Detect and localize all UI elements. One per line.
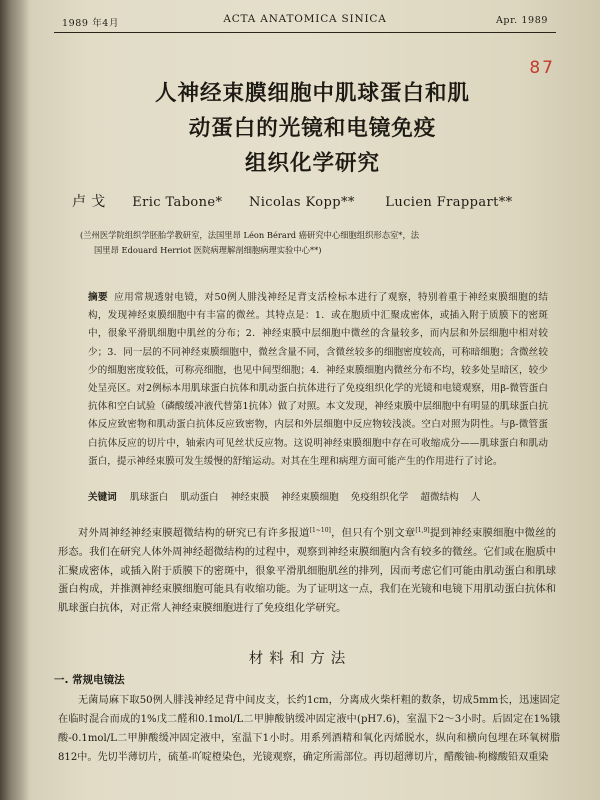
keyword: 免疫组织化学 [350,492,409,503]
header-rule [54,32,556,33]
author-tabone: Eric Tabone* [132,195,223,210]
issue-date-en: Apr. 1989 [495,15,548,26]
methods-paragraph: 无菌局麻下取50例人腓浅神经足背中间皮支，长约1cm，分离成火柴杆粗的数条，切成5mm长，迅速固定在临时混合而成的1%戊二醛和0.1mol/L二甲胂酸钠缓冲固定液中(pH7.6)，室温下2～3小时。后固定在1%锇酸-0.1mol/L二甲胂酸缓冲固定液中，室温下1小时。用系列酒精和氧化丙烯脱水，纵向和横向包埋在环氧树脂812中。先切半薄切片，硫堇-吖啶橙染色，光镜观察，确定所需部位。再切超薄切片，醋酸铀-枸橼酸铅双重染 [58,695,560,763]
running-head [62,13,548,29]
affiliation [80,228,544,258]
title-line: 人神经束膜细胞中肌球蛋白和肌 [154,81,470,106]
journal-name: ACTA ANATOMICA SINICA [223,13,387,25]
introduction-paragraph [58,524,556,618]
keywords [88,489,548,503]
author-kopp: Nicolas Kopp** [248,195,355,210]
title-line: 组织化学研究 [244,151,380,176]
section-heading: 材料和方法 [248,651,352,667]
keyword: 肌动蛋白 [180,492,219,503]
author-list [72,191,562,211]
issue-date: 1989 年4月 [62,18,120,29]
keyword: 肌球蛋白 [129,492,169,503]
intro-text: ，但只有个别文章 [330,527,416,539]
handwritten-page-number: 87 [529,58,555,78]
author-frappart: Lucien Frappart** [385,195,513,210]
title-line: 动蛋白的光镜和电镜免疫 [188,116,437,141]
author-chinese: 卢 戈 [72,194,106,210]
affiliation-line: (兰州医学院组织学胚胎学教研室，法国里昂 Léon Bérard 癌研究中心细胞组织形态室*，法 [80,230,420,240]
binding-shadow [0,0,30,800]
abstract-label: 摘要 [88,292,109,303]
abstract-text: 应用常规透射电镜，对50例人腓浅神经足背支活检标本进行了观察，特别着重于神经束膜细胞的结构，发现神经束膜细胞中有丰富的微丝。其特点是：1．或在胞质中汇聚成密体，或插入附于质膜下的密斑中，很象平滑肌细胞中肌丝的分布；2．神经束膜中层细胞中微丝的含量较多，而内层和外层细胞中相对较少；3．同一层的不同神经束膜细胞中，微丝含量不同，含微丝较多的细胞密度较高，可称暗细胞；含微丝较少的细胞密度较低，可称亮细胞，也见中间型细胞；4．神经束膜细胞内微丝分布不均，较多处呈暗区，较少处呈亮区。对2例标本用肌球蛋白抗体和肌动蛋白抗体进行了免疫组织化学的光镜和电镜观察，用β-微管蛋白抗体和空白试验（磷酸缓冲液代替第1抗体）做了对照。本文发现，神经束膜中层细胞中有明显的肌球蛋白抗体反应致密物和肌动蛋白抗体反应致密物，内层和外层细胞中反应物较浅淡。空白对照为阴性。与β-微管蛋白抗体反应的切片中，轴索内可见丝状反应物。这说明神经束膜细胞中存在可收缩成分——肌球蛋白和肌动蛋白，提示神经束膜可发生缓慢的舒缩运动。对其在生理和病理方面可能产生的作用进行了讨论。 [88,292,548,467]
article-title [75,76,550,181]
abstract [88,289,548,471]
keyword: 人 [470,492,481,503]
keyword: 神经束膜细胞 [281,492,339,503]
citation: [1~10] [309,527,331,534]
keywords-label: 关键词 [88,492,117,503]
keyword: 神经束膜 [230,492,270,503]
keyword: 超微结构 [420,492,459,503]
subsection-heading: 一. 常规电镜法 [54,674,125,686]
citation: [1,9] [415,527,430,534]
intro-text: 对外周神经神经束膜超微结构的研究已有许多报道 [78,527,310,539]
affiliation-line: 国里昂 Edouard Herriot 医院病理解剖细胞病理实验中心**) [94,245,322,255]
intro-text: 提到神经束膜细胞中微丝的形态。我们在研究人体外周神经超微结构的过程中，观察到神经束膜细胞内含有较多的微丝。它们或在胞质中汇聚成密体，或插入附于质膜下的密斑中，很象平滑肌细胞肌丝的排列，因而考虑它们可能由肌动蛋白和肌球蛋白构成，并推测神经束膜细胞可能具有收缩功能。为了证明这一点，我们在光镜和电镜下用肌动蛋白抗体和肌球蛋白抗体，对正常人神经束膜细胞进行了免疫组化学研究。 [58,527,557,615]
